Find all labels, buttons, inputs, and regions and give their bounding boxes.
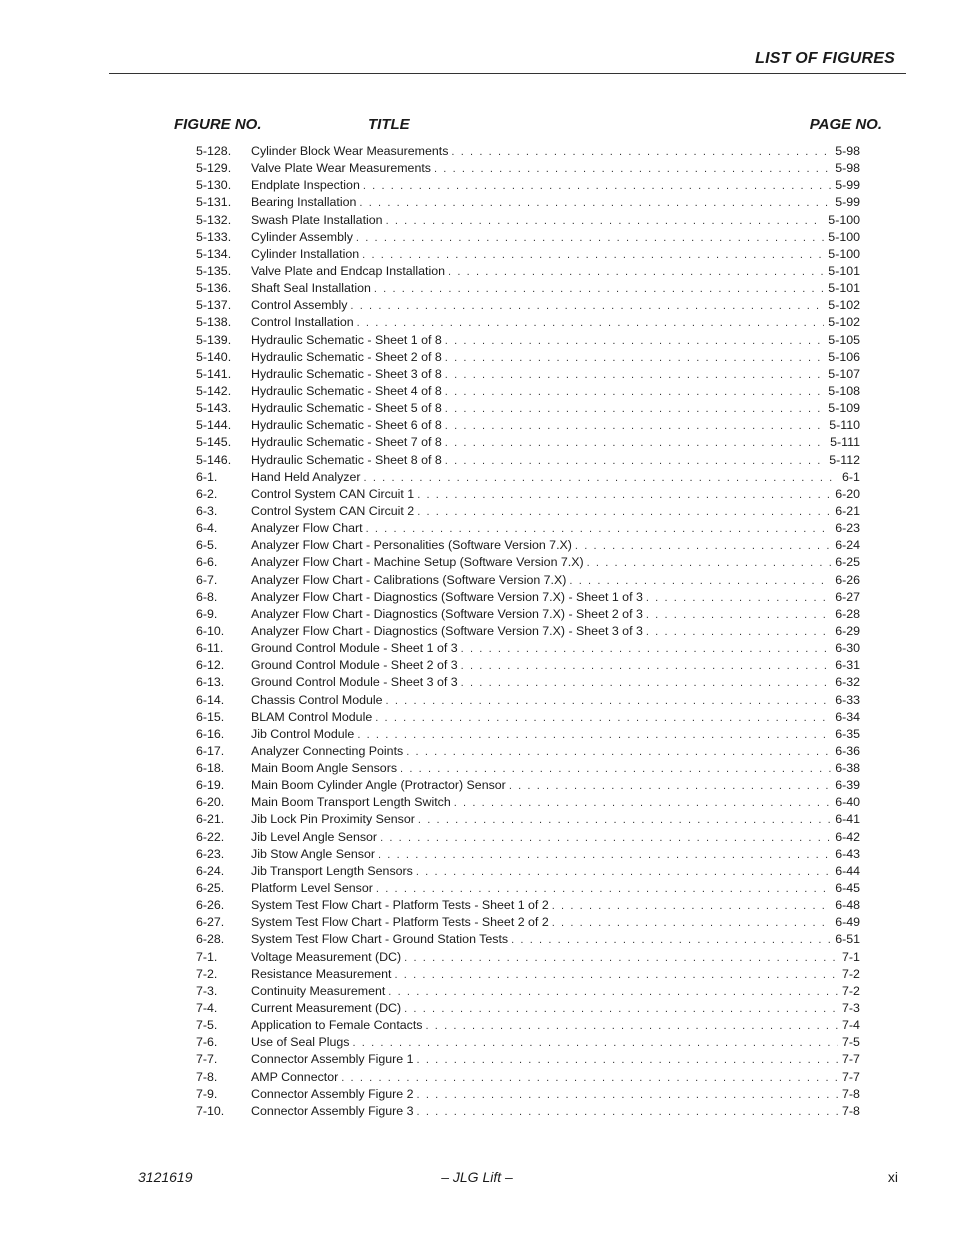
figure-page: 6-48 <box>835 898 860 913</box>
figure-entry[interactable] <box>196 314 860 331</box>
figure-number: 5-143. <box>196 401 232 416</box>
dot-leader <box>426 1018 839 1034</box>
figure-title: Jib Lock Pin Proximity Sensor <box>251 812 415 827</box>
figure-entry[interactable] <box>196 777 860 794</box>
figure-page: 5-105 <box>828 332 860 347</box>
dot-leader <box>454 795 831 811</box>
dot-leader <box>417 1087 838 1103</box>
figure-title: Cylinder Block Wear Measurements <box>251 144 449 158</box>
figure-number: 7-8. <box>196 1069 218 1084</box>
figure-entry[interactable] <box>196 400 860 417</box>
figure-number: 6-7. <box>196 572 218 587</box>
figure-entry[interactable] <box>196 160 860 177</box>
figure-page: 5-100 <box>828 246 860 261</box>
column-header-page-no: PAGE NO. <box>809 116 882 133</box>
dot-leader <box>451 144 831 160</box>
figure-page: 6-23 <box>835 521 860 536</box>
figure-number: 7-6. <box>196 1035 218 1050</box>
figure-title: Shaft Seal Installation <box>251 281 371 296</box>
figure-number: 5-128. <box>196 144 232 158</box>
dot-leader <box>375 710 831 726</box>
figure-entry[interactable] <box>196 966 860 983</box>
dot-leader <box>418 812 831 828</box>
figure-number: 5-139. <box>196 332 232 347</box>
figure-number: 5-142. <box>196 383 232 398</box>
figure-entry[interactable] <box>196 983 860 1000</box>
dot-leader <box>461 675 832 691</box>
figure-entry[interactable] <box>196 623 860 640</box>
figure-entry[interactable] <box>196 434 860 451</box>
figure-number: 7-2. <box>196 966 218 981</box>
dot-leader <box>341 1070 838 1086</box>
figure-entry[interactable] <box>196 692 860 709</box>
dot-leader <box>353 1035 839 1051</box>
figure-number: 5-144. <box>196 418 232 433</box>
figure-number: 6-6. <box>196 555 218 570</box>
figure-page: 6-32 <box>835 675 860 690</box>
figure-title: Analyzer Flow Chart - Diagnostics (Software Version 7.X) - Sheet 2 of 3 <box>251 606 643 621</box>
figure-entry[interactable] <box>196 1034 860 1051</box>
figure-page: 5-109 <box>828 401 860 416</box>
figure-title: Hydraulic Schematic - Sheet 8 of 8 <box>251 452 442 467</box>
figure-entry[interactable] <box>196 554 860 571</box>
figure-title: Continuity Measurement <box>251 983 386 998</box>
figure-entry[interactable] <box>196 417 860 434</box>
figure-title: Hydraulic Schematic - Sheet 6 of 8 <box>251 418 442 433</box>
figure-entry[interactable] <box>196 726 860 743</box>
figure-page: 5-108 <box>828 383 860 398</box>
figure-entry[interactable] <box>196 263 860 280</box>
figure-title: Analyzer Flow Chart - Machine Setup (Software Version 7.X) <box>251 555 584 570</box>
figure-title: Control System CAN Circuit 1 <box>251 486 415 501</box>
figure-number: 5-145. <box>196 435 232 450</box>
figure-title: Connector Assembly Figure 2 <box>251 1086 414 1101</box>
figure-entry[interactable] <box>196 194 860 211</box>
figure-page: 6-41 <box>835 812 860 827</box>
figure-page: 6-44 <box>835 863 860 878</box>
dot-leader <box>445 435 826 451</box>
footer-page-number: xi <box>887 1169 898 1185</box>
figure-entry[interactable] <box>196 743 860 760</box>
figure-page: 6-34 <box>835 709 860 724</box>
dot-leader <box>364 470 838 486</box>
figure-page: 6-27 <box>835 589 860 604</box>
figure-title: AMP Connector <box>251 1069 339 1084</box>
dot-leader <box>445 453 825 469</box>
figure-page: 5-101 <box>828 281 860 296</box>
figure-number: 6-2. <box>196 486 218 501</box>
figure-title: Main Boom Transport Length Switch <box>251 795 451 810</box>
figure-number: 7-10. <box>196 1103 225 1118</box>
figure-entry[interactable] <box>196 640 860 657</box>
figure-page: 5-99 <box>835 178 860 193</box>
figure-title: Ground Control Module - Sheet 2 of 3 <box>251 658 458 673</box>
figure-title: Analyzer Flow Chart - Diagnostics (Software Version 7.X) - Sheet 3 of 3 <box>251 623 643 638</box>
figure-page: 6-24 <box>835 538 860 553</box>
figure-number: 6-16. <box>196 726 225 741</box>
figure-title: Hand Held Analyzer <box>251 469 361 484</box>
figure-number: 7-3. <box>196 983 218 998</box>
column-header-figure-no: FIGURE NO. <box>174 116 262 133</box>
footer-doc-number: 3121619 <box>138 1169 193 1185</box>
figure-title: System Test Flow Chart - Platform Tests - Sheet 2 of 2 <box>251 915 549 930</box>
figure-entry[interactable] <box>196 1103 860 1120</box>
figure-number: 6-27. <box>196 915 225 930</box>
dot-leader <box>378 847 831 863</box>
figure-title: Control Installation <box>251 315 354 330</box>
figure-page: 7-8 <box>842 1086 860 1101</box>
figure-entry[interactable] <box>196 863 860 880</box>
figure-title: Analyzer Connecting Points <box>251 743 404 758</box>
figure-page: 7-7 <box>842 1069 860 1084</box>
figure-entry[interactable] <box>196 589 860 606</box>
figure-page: 5-100 <box>828 229 860 244</box>
figure-title: Hydraulic Schematic - Sheet 4 of 8 <box>251 383 442 398</box>
dot-leader <box>445 367 825 383</box>
dot-leader <box>388 984 838 1000</box>
figure-page: 6-26 <box>835 572 860 587</box>
dot-leader <box>646 624 831 640</box>
figure-page: 5-112 <box>829 452 860 467</box>
figure-number: 7-5. <box>196 1018 218 1033</box>
figure-entry[interactable] <box>196 606 860 623</box>
figure-title: Control Assembly <box>251 298 348 313</box>
figure-entry[interactable] <box>196 1069 860 1086</box>
dot-leader <box>552 915 831 931</box>
figure-title: Endplate Inspection <box>251 178 360 193</box>
figure-number: 5-129. <box>196 161 232 176</box>
figure-page: 5-102 <box>828 315 860 330</box>
figure-entry[interactable] <box>196 366 860 383</box>
dot-leader <box>461 641 832 657</box>
figure-page: 7-3 <box>842 1001 860 1016</box>
figure-number: 6-1. <box>196 469 218 484</box>
figure-title: Use of Seal Plugs <box>251 1035 350 1050</box>
figure-number: 5-136. <box>196 281 232 296</box>
figure-title: Bearing Installation <box>251 195 357 210</box>
figure-page: 7-1 <box>842 949 860 964</box>
figure-title: Connector Assembly Figure 1 <box>251 1052 414 1067</box>
figure-entry[interactable] <box>196 469 860 486</box>
figure-title: Current Measurement (DC) <box>251 1001 402 1016</box>
figure-title: Analyzer Flow Chart - Diagnostics (Software Version 7.X) - Sheet 1 of 3 <box>251 589 643 604</box>
dot-leader <box>587 555 832 571</box>
dot-leader <box>417 487 831 503</box>
dot-leader <box>445 384 825 400</box>
dot-leader <box>569 573 831 589</box>
figure-number: 6-22. <box>196 829 225 844</box>
dot-leader <box>359 195 831 211</box>
figure-page: 6-20 <box>835 486 860 501</box>
figure-entry[interactable] <box>196 280 860 297</box>
figure-entry[interactable] <box>196 503 860 520</box>
figure-number: 6-13. <box>196 675 225 690</box>
figure-entry[interactable] <box>196 246 860 263</box>
dot-leader <box>374 281 824 297</box>
figure-page: 6-28 <box>835 606 860 621</box>
figure-number: 5-138. <box>196 315 232 330</box>
figure-page: 6-49 <box>835 915 860 930</box>
figure-page: 6-43 <box>835 846 860 861</box>
figure-title: Hydraulic Schematic - Sheet 2 of 8 <box>251 349 442 364</box>
figure-title: System Test Flow Chart - Ground Station Tests <box>251 932 509 947</box>
figure-entry[interactable] <box>196 537 860 554</box>
dot-leader <box>357 727 831 743</box>
figure-number: 5-137. <box>196 298 232 313</box>
figure-title: Voltage Measurement (DC) <box>251 949 402 964</box>
dot-leader <box>511 932 831 948</box>
figure-entry[interactable] <box>196 572 860 589</box>
dot-leader <box>395 967 839 983</box>
dot-leader <box>363 178 831 194</box>
figure-page: 6-35 <box>835 726 860 741</box>
footer-publisher: – JLG Lift – <box>441 1169 513 1185</box>
figure-title: Hydraulic Schematic - Sheet 3 of 8 <box>251 366 442 381</box>
figure-list <box>196 143 860 1120</box>
dot-leader <box>350 298 824 314</box>
figure-page: 5-102 <box>828 298 860 313</box>
figure-number: 5-140. <box>196 349 232 364</box>
figure-page: 6-36 <box>835 743 860 758</box>
figure-number: 6-28. <box>196 932 225 947</box>
figure-title: Jib Level Angle Sensor <box>251 829 378 844</box>
figure-number: 5-131. <box>196 195 232 210</box>
figure-entry[interactable] <box>196 383 860 400</box>
figure-number: 5-135. <box>196 263 232 278</box>
dot-leader <box>404 1001 838 1017</box>
dot-leader <box>380 830 831 846</box>
figure-number: 5-132. <box>196 212 232 227</box>
figure-entry[interactable] <box>196 1000 860 1017</box>
figure-entry[interactable] <box>196 846 860 863</box>
page-header-title: LIST OF FIGURES <box>755 50 895 67</box>
figure-number: 6-12. <box>196 658 225 673</box>
figure-number: 7-4. <box>196 1001 218 1016</box>
figure-page: 6-29 <box>835 623 860 638</box>
figure-page: 7-2 <box>842 966 860 981</box>
figure-page: 5-101 <box>828 263 860 278</box>
figure-entry[interactable] <box>196 486 860 503</box>
figure-page: 7-7 <box>842 1052 860 1067</box>
figure-page: 5-111 <box>830 435 860 450</box>
dot-leader <box>445 401 825 417</box>
figure-title: Connector Assembly Figure 3 <box>251 1103 414 1118</box>
dot-leader <box>445 333 825 349</box>
figure-entry[interactable] <box>196 794 860 811</box>
figure-page: 5-99 <box>835 195 860 210</box>
dot-leader <box>376 881 831 897</box>
figure-title: Ground Control Module - Sheet 1 of 3 <box>251 641 458 656</box>
dot-leader <box>417 504 831 520</box>
figure-number: 6-25. <box>196 881 225 896</box>
figure-page: 5-98 <box>835 144 860 158</box>
figure-entry[interactable] <box>196 143 860 160</box>
figure-title: Analyzer Flow Chart <box>251 521 363 536</box>
figure-title: Analyzer Flow Chart - Calibrations (Software Version 7.X) <box>251 572 567 587</box>
figure-title: Ground Control Module - Sheet 3 of 3 <box>251 675 458 690</box>
dot-leader <box>386 693 832 709</box>
figure-page: 5-107 <box>828 366 860 381</box>
dot-leader <box>646 590 831 606</box>
column-header-title: TITLE <box>368 116 410 133</box>
figure-page: 6-42 <box>835 829 860 844</box>
figure-number: 7-7. <box>196 1052 218 1067</box>
figure-page: 6-1 <box>842 469 860 484</box>
figure-number: 6-14. <box>196 692 225 707</box>
figure-number: 5-130. <box>196 178 232 193</box>
figure-number: 6-4. <box>196 521 218 536</box>
figure-title: Hydraulic Schematic - Sheet 7 of 8 <box>251 435 442 450</box>
figure-number: 6-19. <box>196 778 225 793</box>
figure-page: 6-30 <box>835 641 860 656</box>
dot-leader <box>417 1104 838 1120</box>
figure-entry[interactable] <box>196 897 860 914</box>
figure-entry[interactable] <box>196 212 860 229</box>
figure-number: 5-141. <box>196 366 232 381</box>
dot-leader <box>366 521 832 537</box>
figure-number: 6-9. <box>196 606 218 621</box>
figure-number: 6-24. <box>196 863 225 878</box>
figure-page: 6-45 <box>835 881 860 896</box>
dot-leader <box>400 761 831 777</box>
figure-number: 6-10. <box>196 623 225 638</box>
figure-title: Analyzer Flow Chart - Personalities (Software Version 7.X) <box>251 538 572 553</box>
figure-entry[interactable] <box>196 1086 860 1103</box>
figure-entry[interactable] <box>196 949 860 966</box>
figure-title: Hydraulic Schematic - Sheet 1 of 8 <box>251 332 442 347</box>
figure-page: 7-5 <box>842 1035 860 1050</box>
figure-number: 5-146. <box>196 452 232 467</box>
dot-leader <box>434 161 831 177</box>
figure-entry[interactable] <box>196 177 860 194</box>
figure-title: BLAM Control Module <box>251 709 373 724</box>
figure-entry[interactable] <box>196 1051 860 1068</box>
figure-number: 6-15. <box>196 709 225 724</box>
figure-number: 6-17. <box>196 743 225 758</box>
figure-number: 6-20. <box>196 795 225 810</box>
figure-title: Jib Transport Length Sensors <box>251 863 413 878</box>
dot-leader <box>356 230 824 246</box>
figure-title: Swash Plate Installation <box>251 212 383 227</box>
header-rule <box>109 73 906 74</box>
figure-entry[interactable] <box>196 829 860 846</box>
figure-title: Cylinder Assembly <box>251 229 353 244</box>
figure-title: Platform Level Sensor <box>251 881 373 896</box>
figure-title: Chassis Control Module <box>251 692 383 707</box>
figure-title: Hydraulic Schematic - Sheet 5 of 8 <box>251 401 442 416</box>
figure-page: 5-98 <box>835 161 860 176</box>
figure-entry[interactable] <box>196 811 860 828</box>
figure-entry[interactable] <box>196 520 860 537</box>
figure-title: Valve Plate and Endcap Installation <box>251 263 446 278</box>
figure-page: 5-100 <box>828 212 860 227</box>
figure-page: 6-33 <box>835 692 860 707</box>
figure-number: 5-134. <box>196 246 232 261</box>
figure-entry[interactable] <box>196 880 860 897</box>
dot-leader <box>552 898 831 914</box>
figure-entry[interactable] <box>196 931 860 948</box>
figure-entry[interactable] <box>196 674 860 691</box>
figure-page: 5-106 <box>828 349 860 364</box>
dot-leader <box>404 950 838 966</box>
dot-leader <box>406 744 831 760</box>
figure-number: 6-5. <box>196 538 218 553</box>
figure-page: 7-2 <box>842 983 860 998</box>
figure-number: 6-18. <box>196 761 225 776</box>
figure-entry[interactable] <box>196 297 860 314</box>
figure-title: Jib Stow Angle Sensor <box>251 846 375 861</box>
figure-entry[interactable] <box>196 452 860 469</box>
figure-page: 6-25 <box>835 555 860 570</box>
figure-title: Resistance Measurement <box>251 966 392 981</box>
figure-entry[interactable] <box>196 349 860 366</box>
figure-number: 6-3. <box>196 503 218 518</box>
dot-leader <box>509 778 831 794</box>
figure-title: Main Boom Cylinder Angle (Protractor) Sensor <box>251 778 506 793</box>
figure-title: Main Boom Angle Sensors <box>251 761 398 776</box>
figure-title: Control System CAN Circuit 2 <box>251 503 415 518</box>
figure-page: 6-31 <box>835 658 860 673</box>
dot-leader <box>575 538 831 554</box>
figure-page: 6-39 <box>835 778 860 793</box>
figure-number: 6-21. <box>196 812 225 827</box>
figure-entry[interactable] <box>196 914 860 931</box>
figure-page: 6-21 <box>835 503 860 518</box>
figure-number: 7-9. <box>196 1086 218 1101</box>
dot-leader <box>417 1052 838 1068</box>
figure-title: Jib Control Module <box>251 726 355 741</box>
figure-page: 6-38 <box>835 761 860 776</box>
dot-leader <box>362 247 824 263</box>
figure-entry[interactable] <box>196 332 860 349</box>
figure-number: 7-1. <box>196 949 218 964</box>
dot-leader <box>386 213 825 229</box>
figure-title: System Test Flow Chart - Platform Tests - Sheet 1 of 2 <box>251 898 549 913</box>
figure-page: 6-51 <box>835 932 860 947</box>
dot-leader <box>357 315 825 331</box>
dot-leader <box>646 607 831 623</box>
figure-number: 6-11. <box>196 641 224 656</box>
figure-number: 6-23. <box>196 846 225 861</box>
figure-entry[interactable] <box>196 1017 860 1034</box>
figure-entry[interactable] <box>196 229 860 246</box>
figure-title: Application to Female Contacts <box>251 1018 423 1033</box>
figure-entry[interactable] <box>196 760 860 777</box>
figure-page: 7-4 <box>842 1018 860 1033</box>
dot-leader <box>416 864 831 880</box>
figure-title: Cylinder Installation <box>251 246 360 261</box>
figure-title: Valve Plate Wear Measurements <box>251 161 431 176</box>
dot-leader <box>448 264 824 280</box>
figure-number: 5-133. <box>196 229 232 244</box>
dot-leader <box>445 350 825 366</box>
figure-page: 6-40 <box>835 795 860 810</box>
figure-number: 6-26. <box>196 898 225 913</box>
figure-page: 7-8 <box>842 1103 860 1118</box>
figure-number: 6-8. <box>196 589 218 604</box>
figure-entry[interactable] <box>196 657 860 674</box>
dot-leader <box>445 418 825 434</box>
figure-page: 5-110 <box>829 418 860 433</box>
figure-entry[interactable] <box>196 709 860 726</box>
dot-leader <box>461 658 832 674</box>
